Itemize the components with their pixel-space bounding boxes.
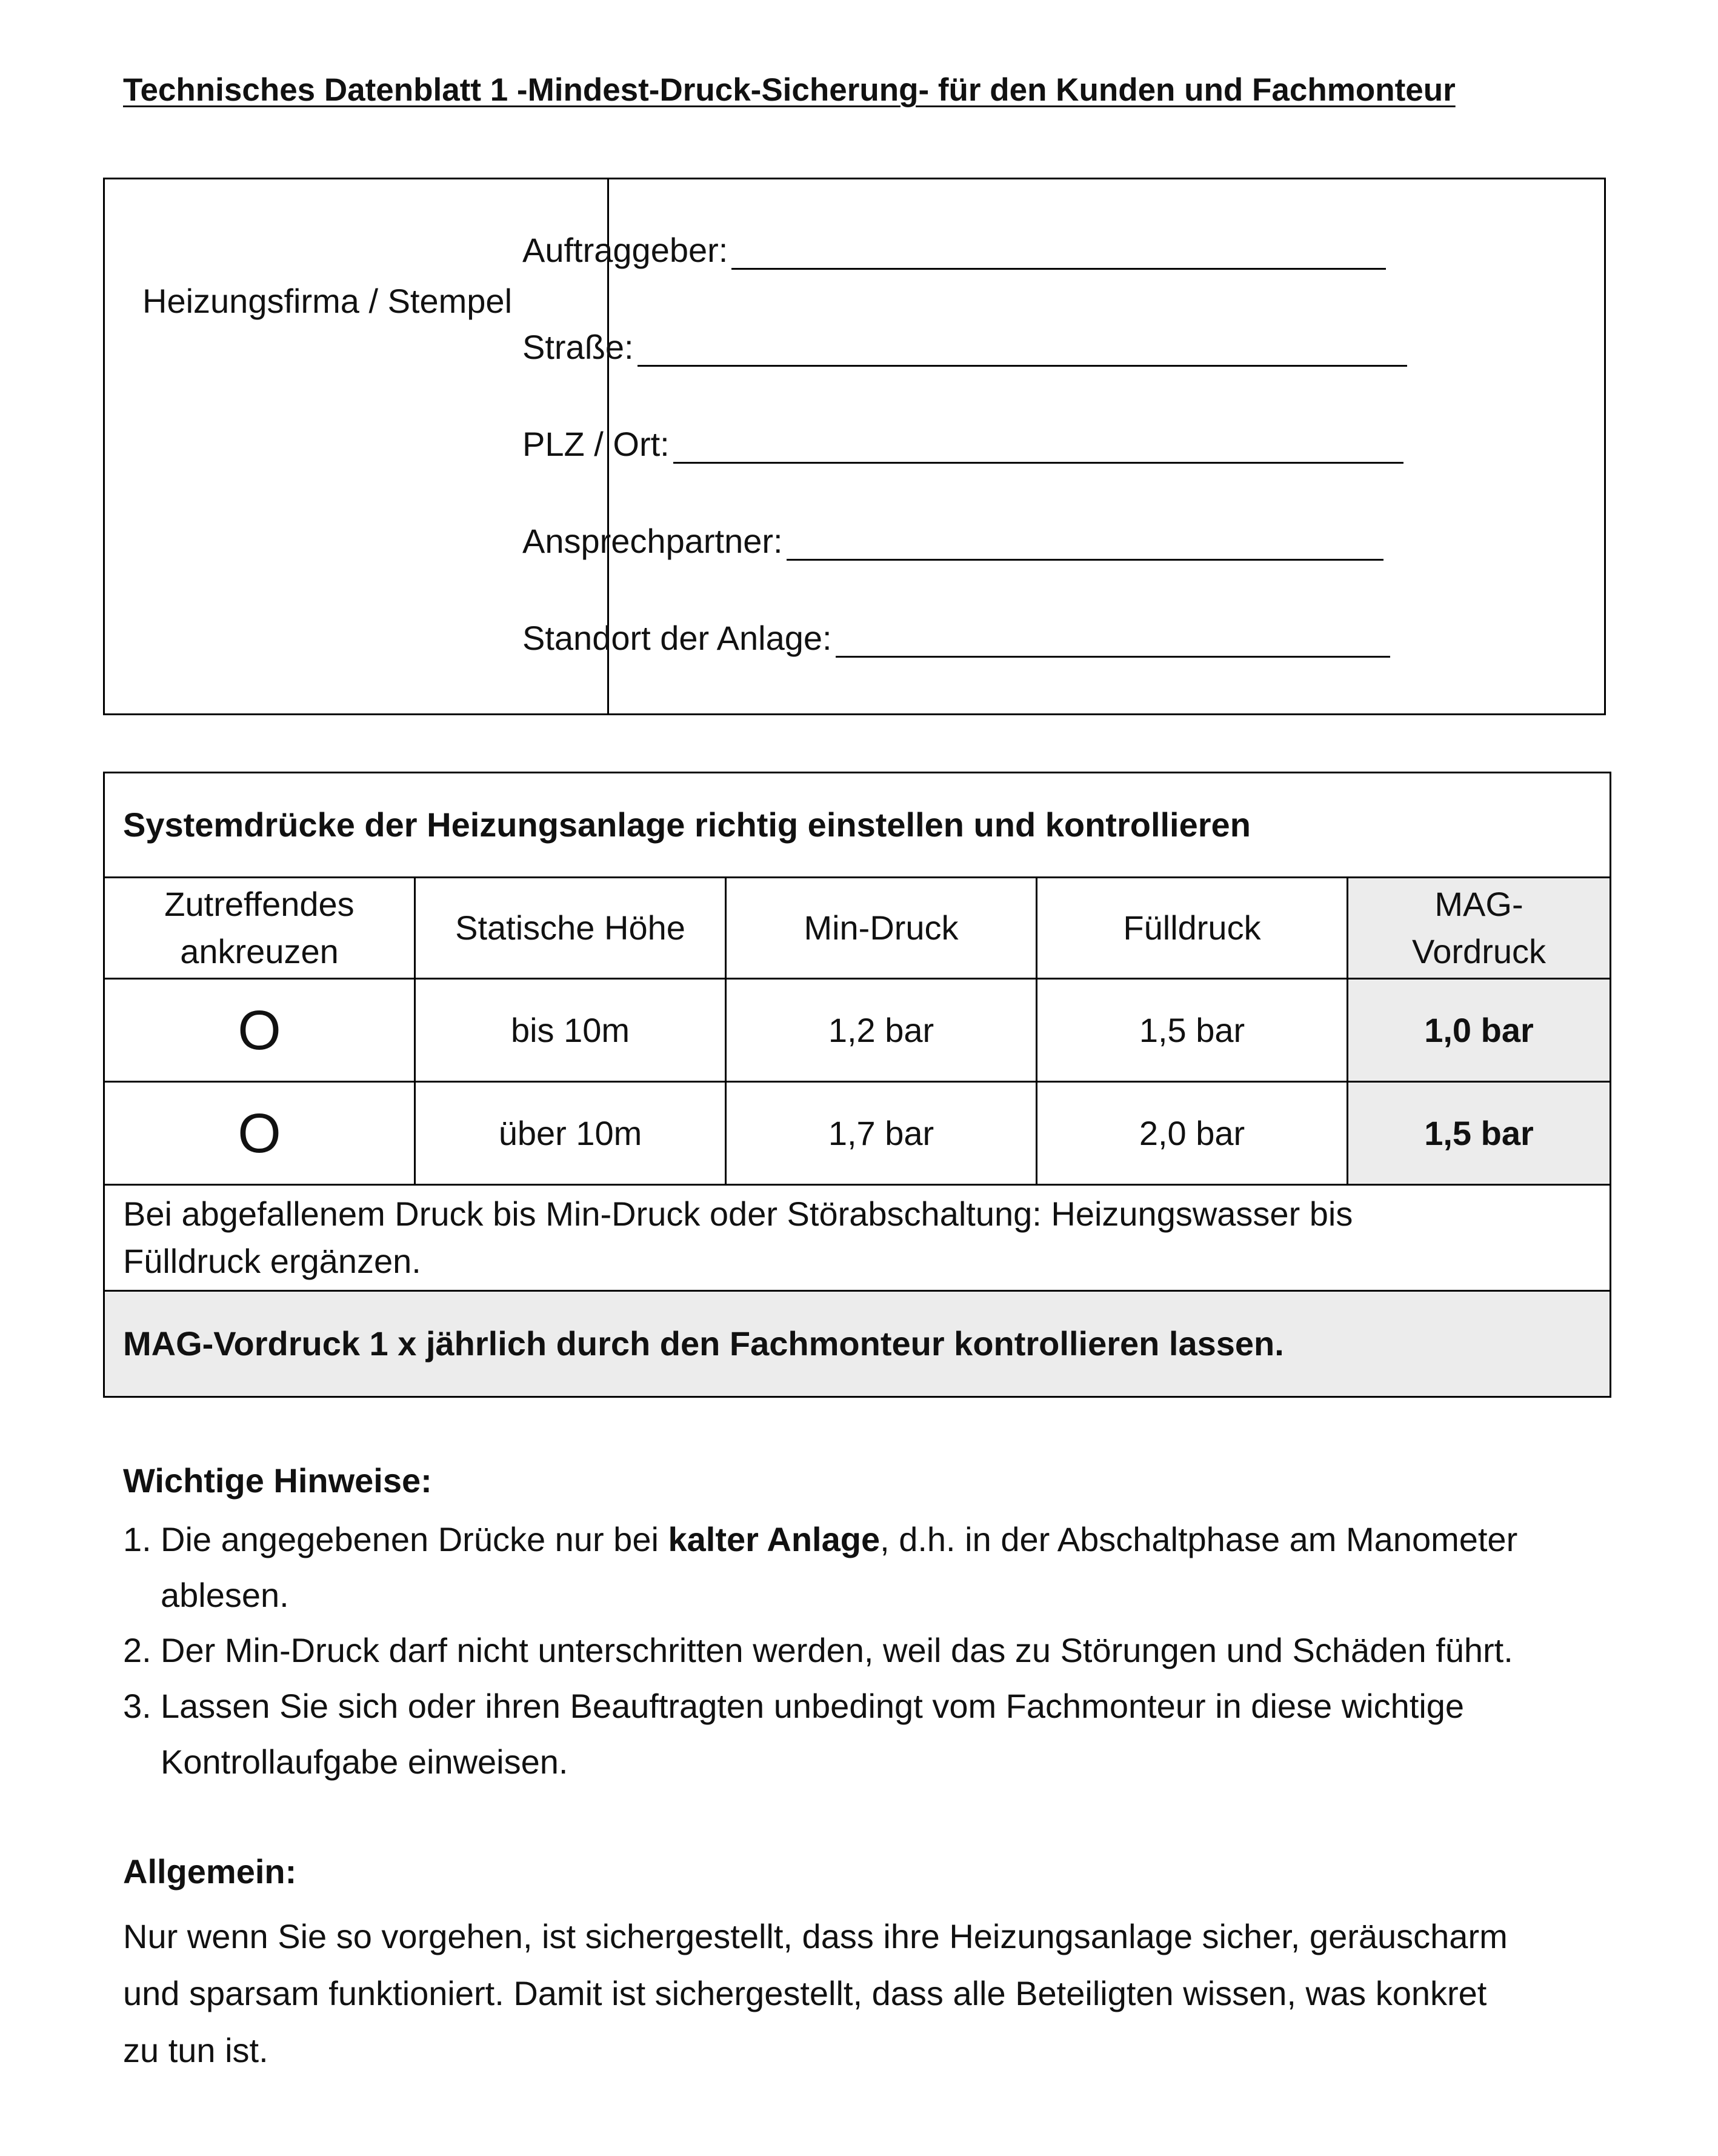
list-number: 2. — [123, 1631, 151, 1669]
zip-city-field[interactable] — [522, 424, 1403, 464]
column-header-fill-pressure: Fülldruck — [1037, 878, 1348, 979]
list-text: Der Min-Druck darf nicht unterschritten werden, weil das zu Störungen und Schäden führt. — [161, 1631, 1513, 1669]
list-text-bold: kalter Anlage — [668, 1520, 881, 1558]
street-field[interactable] — [522, 327, 1407, 367]
refill-note — [104, 1185, 1611, 1291]
contact-person-field[interactable] — [522, 521, 1383, 561]
list-number: 3. — [123, 1687, 151, 1725]
important-notes-heading: Wichtige Hinweise: — [123, 1461, 432, 1500]
client-label: Auftraggeber: — [522, 231, 728, 269]
column-header-select — [104, 878, 415, 979]
table-row — [104, 979, 1611, 1082]
list-text-continuation: ablesen. — [161, 1576, 289, 1614]
annual-check-note: MAG-Vordruck 1 x jährlich durch den Fachmonteur kontrollieren lassen. — [104, 1291, 1611, 1397]
general-heading: Allgemein: — [123, 1852, 297, 1891]
min-pressure-cell: 1,2 bar — [726, 979, 1037, 1082]
column-header-select-line1: Zutreffendes — [164, 885, 355, 923]
select-circle-2[interactable]: O — [104, 1082, 415, 1185]
client-blank-line[interactable] — [731, 234, 1386, 270]
mag-pressure-cell: 1,0 bar — [1348, 979, 1611, 1082]
column-header-mag-line2: Vordruck — [1412, 932, 1546, 970]
stamp-label: Heizungsfirma / Stempel — [142, 282, 513, 320]
client-field[interactable] — [522, 230, 1386, 270]
static-height-cell: bis 10m — [415, 979, 726, 1082]
list-item — [123, 1678, 1464, 1790]
column-header-static-height: Statische Höhe — [415, 878, 726, 979]
general-paragraph — [123, 1908, 1626, 2079]
mag-pressure-cell: 1,5 bar — [1348, 1082, 1611, 1185]
list-text-continuation: Kontrollaufgabe einweisen. — [161, 1743, 568, 1781]
site-location-label: Standort der Anlage: — [522, 619, 832, 657]
table-row — [104, 1082, 1611, 1185]
pressure-table — [103, 772, 1611, 1398]
zip-city-blank-line[interactable] — [673, 428, 1403, 464]
fill-pressure-cell: 2,0 bar — [1037, 1082, 1348, 1185]
fill-pressure-cell: 1,5 bar — [1037, 979, 1348, 1082]
column-header-min-pressure: Min-Druck — [726, 878, 1037, 979]
list-item — [123, 1623, 1513, 1678]
min-pressure-cell: 1,7 bar — [726, 1082, 1037, 1185]
refill-note-line1: Bei abgefallenem Druck bis Min-Druck oder Störabschaltung: Heizungswasser bis — [123, 1195, 1353, 1233]
site-location-field[interactable] — [522, 618, 1390, 658]
general-line-2: und sparsam funktioniert. Damit ist sichergestellt, dass alle Beteiligten wissen, was konkret — [123, 1974, 1487, 2012]
select-circle-1[interactable]: O — [104, 979, 415, 1082]
zip-city-label: PLZ / Ort: — [522, 425, 670, 463]
table-header-row — [104, 878, 1611, 979]
list-item — [123, 1512, 1517, 1623]
street-label: Straße: — [522, 328, 634, 366]
list-text: Die angegebenen Drücke nur bei — [161, 1520, 668, 1558]
contact-person-label: Ansprechpartner: — [522, 522, 783, 560]
column-header-mag-pressure — [1348, 878, 1611, 979]
refill-note-line2: Fülldruck ergänzen. — [123, 1242, 421, 1280]
list-text: Lassen Sie sich oder ihren Beauftragten unbedingt vom Fachmonteur in diese wichtige — [161, 1687, 1465, 1725]
contact-person-blank-line[interactable] — [787, 525, 1383, 561]
column-header-mag-line1: MAG- — [1434, 885, 1523, 923]
list-text-after: , d.h. in der Abschaltphase am Manometer — [880, 1520, 1518, 1558]
list-number: 1. — [123, 1520, 151, 1558]
column-header-select-line2: ankreuzen — [180, 932, 339, 970]
site-location-blank-line[interactable] — [836, 622, 1390, 658]
street-blank-line[interactable] — [638, 331, 1407, 367]
general-line-3: zu tun ist. — [123, 2031, 268, 2069]
document-title: Technisches Datenblatt 1 -Mindest-Druck-Sicherung- für den Kunden und Fachmonteur — [123, 72, 1456, 108]
table-heading: Systemdrücke der Heizungsanlage richtig einstellen und kontrollieren — [104, 773, 1611, 878]
general-line-1: Nur wenn Sie so vorgehen, ist sichergestellt, dass ihre Heizungsanlage sicher, geräuscharm — [123, 1917, 1508, 1955]
static-height-cell: über 10m — [415, 1082, 726, 1185]
